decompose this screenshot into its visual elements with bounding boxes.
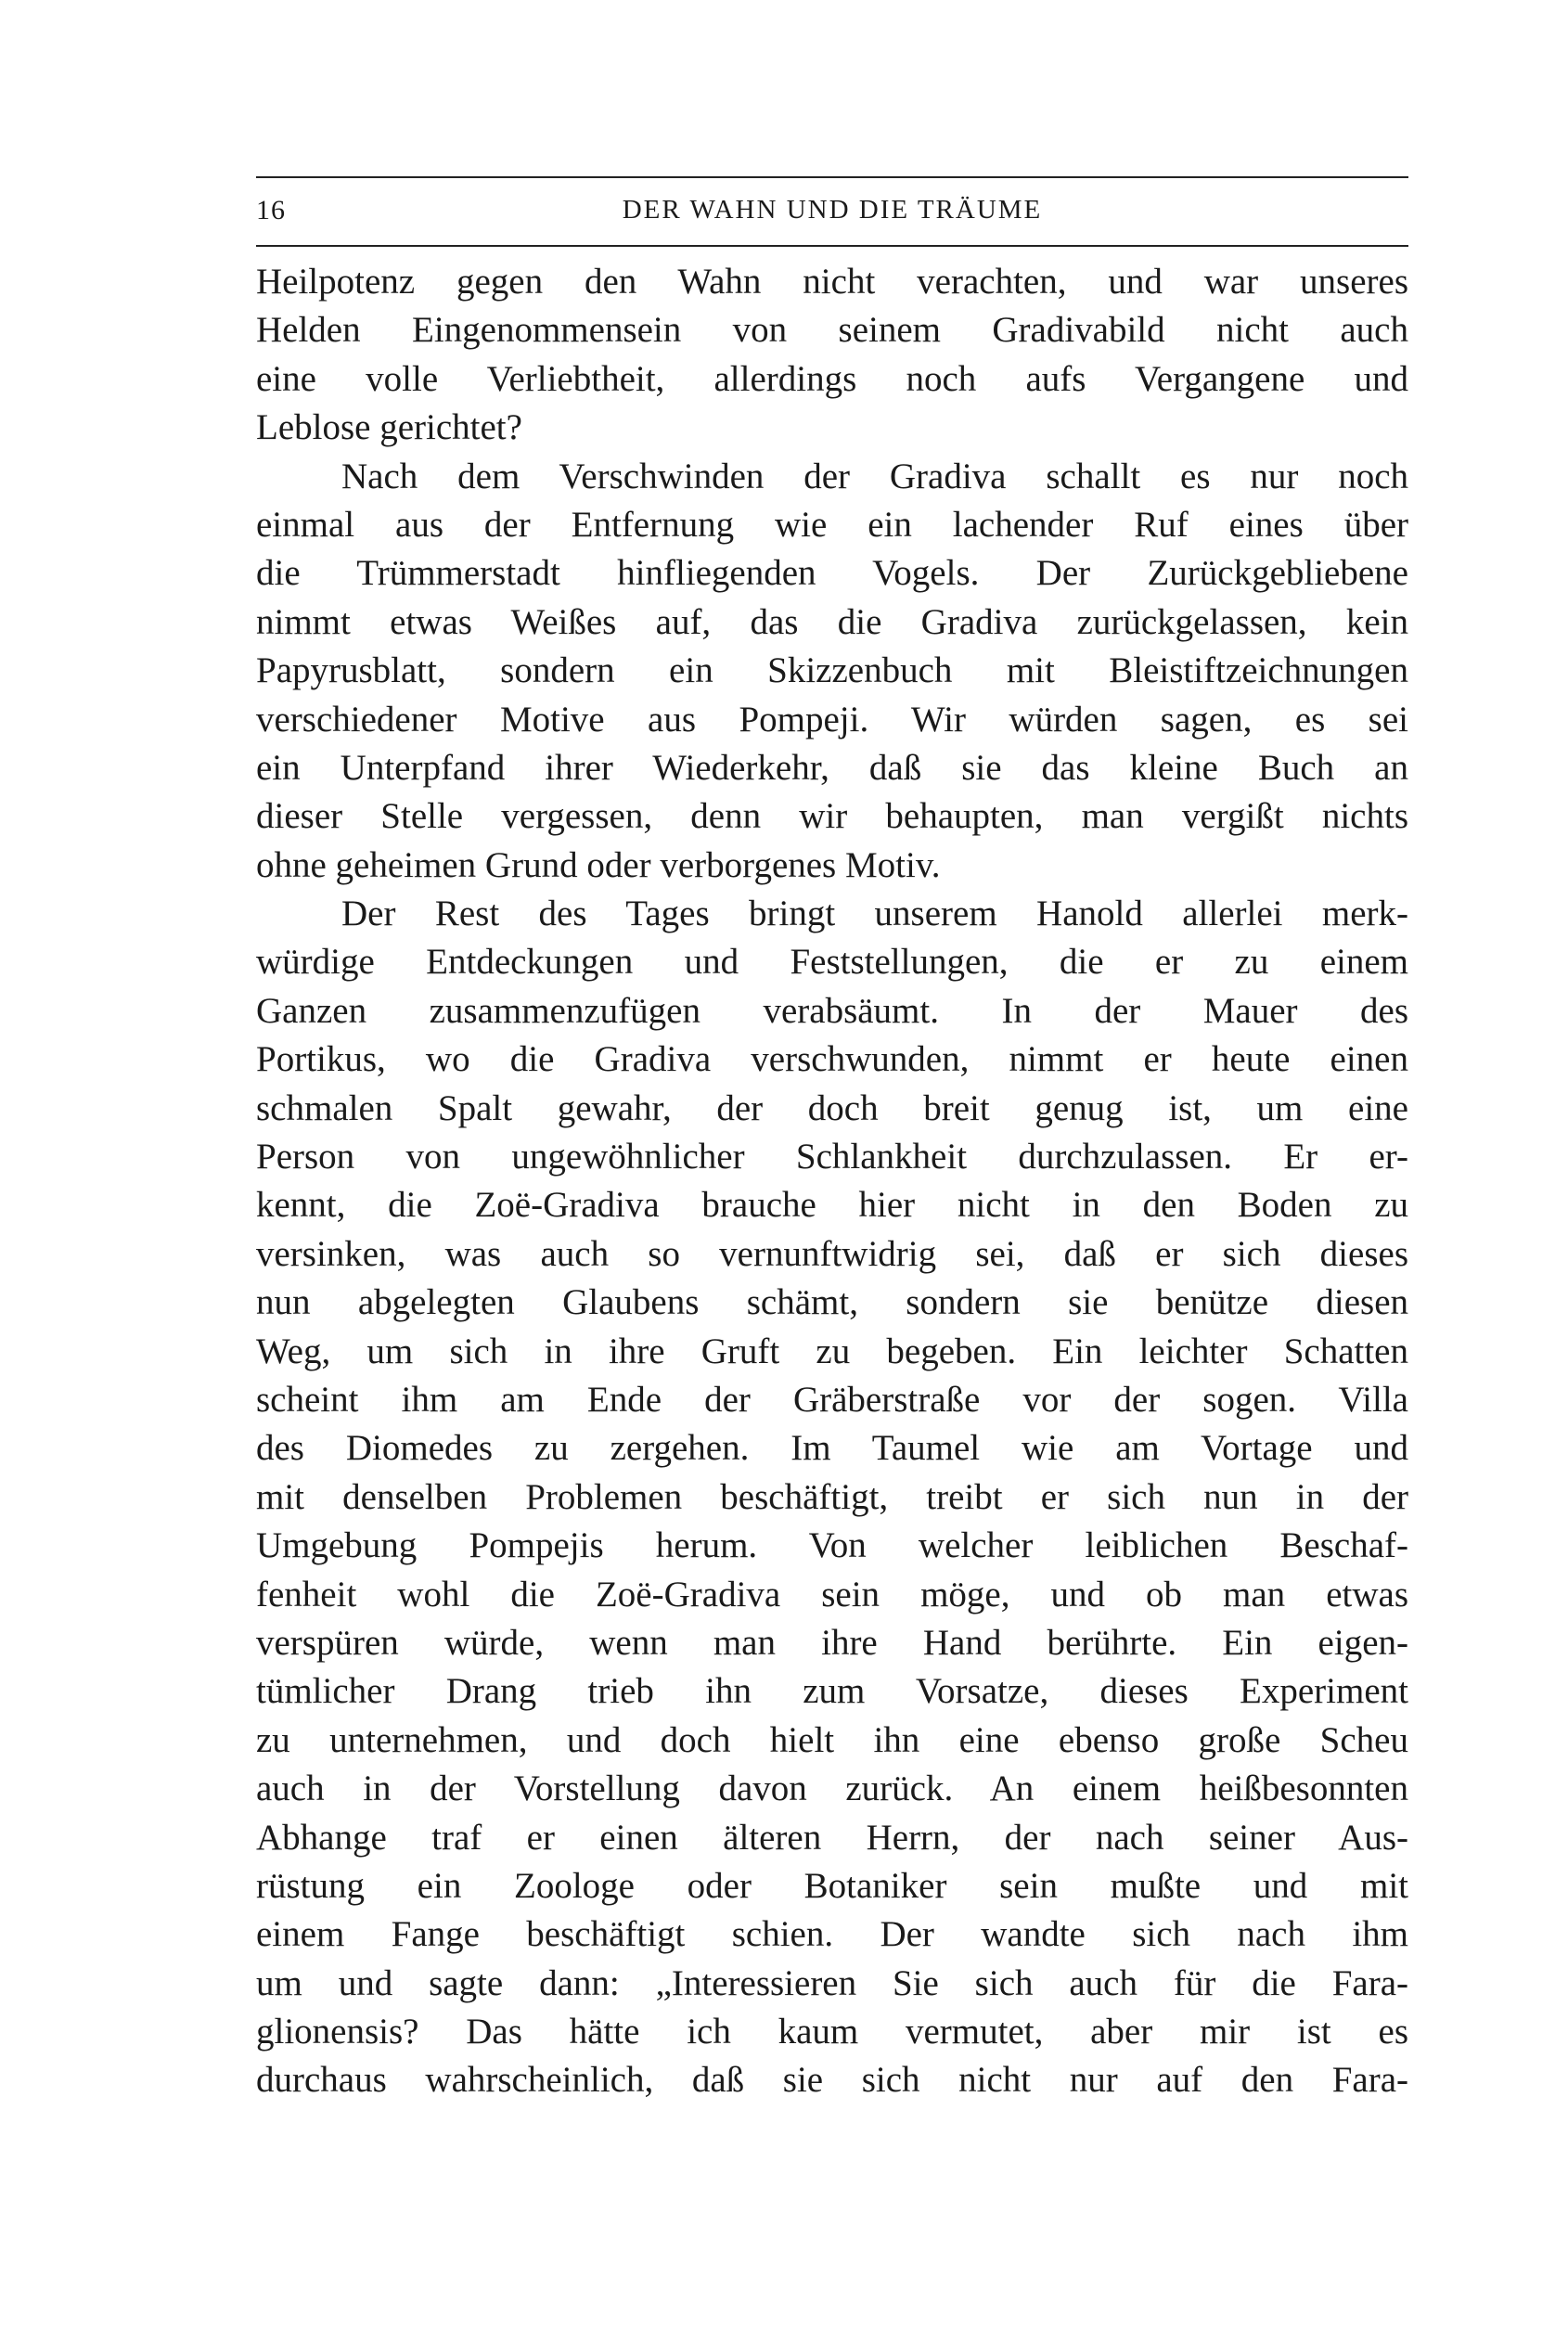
- text-line: nimmt etwas Weißes auf, das die Gradiva zurückgelassen, kein: [256, 601, 1408, 642]
- text-line: glionensis? Das hätte ich kaum vermutet, aber mir ist es: [256, 2012, 1408, 2052]
- text-line: Leblose gerichtet?: [256, 407, 522, 448]
- text-line: Helden Eingenommensein von seinem Gradivabild nicht auch: [256, 310, 1408, 351]
- text-line: Person von ungewöhnlicher Schlankheit durchzulassen. Er er-: [256, 1137, 1408, 1177]
- text-line: ein Unterpfand ihrer Wiederkehr, daß sie das kleine Buch an: [256, 747, 1408, 788]
- text-line: Nach dem Verschwinden der Gradiva schallt es nur noch: [341, 456, 1408, 496]
- text-line: des Diomedes zu zergehen. Im Taumel wie am Vortage und: [256, 1428, 1408, 1469]
- text-line: die Trümmerstadt hinfliegenden Vogels. Der Zurückgebliebene: [256, 553, 1408, 594]
- body-text: [256, 258, 1408, 2105]
- text-line: verspüren würde, wenn man ihre Hand berührte. Ein eigen-: [256, 1622, 1408, 1663]
- text-line: Ganzen zusammenzufügen verabsäumt. In der Mauer des: [256, 990, 1408, 1031]
- text-line: eine volle Verliebtheit, allerdings noch aufs Vergangene und: [256, 358, 1408, 399]
- text-line: Abhange traf er einen älteren Herrn, der nach seiner Aus-: [256, 1817, 1408, 1858]
- running-title: DER WAHN UND DIE TRÄUME: [622, 195, 1043, 225]
- text-line: Heilpotenz gegen den Wahn nicht verachten, und war unseres: [256, 262, 1408, 302]
- text-line: verschiedener Motive aus Pompeji. Wir würden sagen, es sei: [256, 699, 1408, 740]
- text-line: nun abgelegten Glaubens schämt, sondern sie benütze diesen: [256, 1282, 1408, 1323]
- text-line: zu unternehmen, und doch hielt ihn eine ebenso große Scheu: [256, 1719, 1408, 1760]
- text-line: kennt, die Zoë-Gradiva brauche hier nicht in den Boden zu: [256, 1185, 1408, 1226]
- text-line: scheint ihm am Ende der Gräberstraße vor der sogen. Villa: [256, 1379, 1408, 1420]
- text-line: um und sagte dann: „Interessieren Sie sich auch für die Fara-: [256, 1962, 1408, 2003]
- text-line: durchaus wahrscheinlich, daß sie sich nicht nur auf den Fara-: [256, 2060, 1408, 2101]
- text-line: rüstung ein Zoologe oder Botaniker sein mußte und mit: [256, 1865, 1408, 1906]
- text-line: Papyrusblatt, sondern ein Skizzenbuch mit Bleistiftzeichnungen: [256, 650, 1408, 691]
- text-line: auch in der Vorstellung davon zurück. An einem heißbesonnten: [256, 1769, 1408, 1809]
- running-head: [256, 189, 1408, 238]
- text-line: würdige Entdeckungen und Feststellungen, die er zu einem: [256, 942, 1408, 983]
- text-line: tümlicher Drang trieb ihn zum Vorsatze, dieses Experiment: [256, 1671, 1408, 1712]
- text-line: schmalen Spalt gewahr, der doch breit genug ist, um eine: [256, 1087, 1408, 1128]
- text-line: einmal aus der Entfernung wie ein lachender Ruf eines über: [256, 504, 1408, 545]
- text-line: ohne geheimen Grund oder verborgenes Motiv.: [256, 844, 941, 885]
- text-line: Weg, um sich in ihre Gruft zu begeben. Ein leichter Schatten: [256, 1331, 1408, 1371]
- text-line: einem Fange beschäftigt schien. Der wandte sich nach ihm: [256, 1914, 1408, 1955]
- text-line: fenheit wohl die Zoë-Gradiva sein möge, und ob man etwas: [256, 1574, 1408, 1614]
- page-number: 16: [256, 195, 286, 225]
- text-line: mit denselben Problemen beschäftigt, treibt er sich nun in der: [256, 1476, 1408, 1517]
- text-line: Der Rest des Tages bringt unserem Hanold allerlei merk-: [341, 894, 1408, 934]
- text-line: Umgebung Pompejis herum. Von welcher leiblichen Beschaf-: [256, 1525, 1408, 1566]
- text-line: dieser Stelle vergessen, denn wir behaupten, man vergißt nichts: [256, 796, 1408, 837]
- header-top-rule: [256, 176, 1408, 178]
- header-bottom-rule: [256, 245, 1408, 247]
- text-line: Portikus, wo die Gradiva verschwunden, nimmt er heute einen: [256, 1039, 1408, 1080]
- text-line: versinken, was auch so vernunftwidrig sei, daß er sich dieses: [256, 1233, 1408, 1274]
